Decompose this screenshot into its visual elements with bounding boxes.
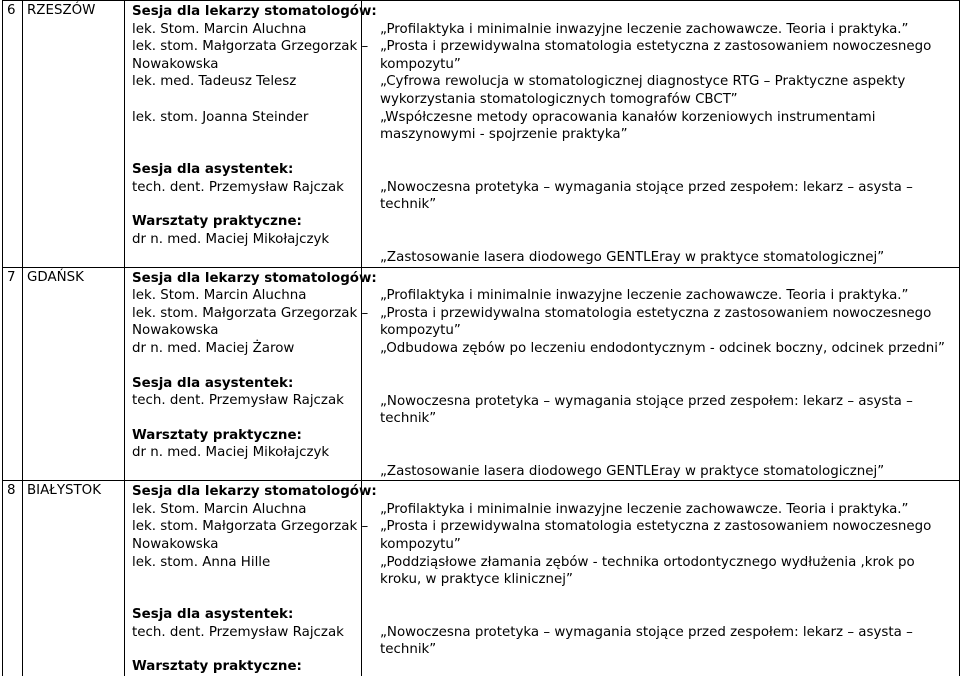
lecture-topic: „Współczesne metody opracowania kanałów korzeniowych instrumentami maszynowymi - spojrzenie praktyka” (380, 109, 876, 143)
row-number: 8 (3, 481, 23, 676)
speaker (132, 91, 361, 109)
speaker: lek. stom. Małgorzata Grzegorzak – (132, 39, 369, 55)
speaker: lek. Stom. Marcin Aluchna (132, 21, 307, 37)
speaker: dr n. med. Maciej Żarow (132, 340, 295, 356)
assistants-session-header: Sesja dla asystentek: (132, 162, 294, 178)
workshop-header: Warsztaty praktyczne: (132, 427, 302, 443)
speaker: Nowakowska (132, 56, 219, 72)
lecture-topic: „Prosta i przewidywalna stomatologia estetyczna z zastosowaniem nowoczesnego kompozytu” (380, 305, 932, 339)
speakers-cell (125, 267, 377, 481)
lecture-topic: „Odbudowa zębów po leczeniu endodontycznym - odcinek boczny, odcinek przedni” (380, 340, 945, 356)
topics-cell (362, 1, 960, 268)
assistant-topic: „Nowoczesna protetyka – wymagania stojące przed zespołem: lekarz – asysta – technik” (380, 393, 913, 427)
table-row (3, 481, 960, 676)
assistants-session-header: Sesja dla asystentek: (132, 607, 294, 623)
workshop-header: Warsztaty praktyczne: (132, 214, 302, 230)
topics-cell (362, 267, 960, 481)
doctors-session-header: Sesja dla lekarzy stomatologów: (132, 4, 377, 19)
city-name: RZESZÓW (23, 1, 125, 268)
speaker: dr n. med. Maciej Mikołajczyk (132, 445, 330, 461)
lecture-topic: „Prosta i przewidywalna stomatologia estetyczna z zastosowaniem nowoczesnego kompozytu” (380, 39, 932, 72)
workshop-topic: „Zastosowanie lasera diodowego GENTLEray w praktyce stomatologicznej” (380, 249, 885, 265)
row-number: 7 (3, 267, 23, 481)
lecture-topic: „Profilaktyka i minimalnie inwazyjne leczenie zachowawcze. Teoria i praktyka.” (380, 501, 909, 517)
speaker: lek. med. Tadeusz Telesz (132, 74, 297, 90)
speaker: tech. dent. Przemysław Rajczak (132, 179, 344, 195)
workshop-topic: „Zastosowanie lasera diodowego GENTLEray w praktyce stomatologicznej” (380, 463, 885, 479)
lecture-topic: „Cyfrowa rewolucja w stomatologicznej diagnostyce RTG – Praktyczne aspekty wykorzystania stomatologicznych tomografów CBCT” (380, 74, 906, 107)
lecture-topic: „Poddziąsłowe złamania zębów - technika ortodontycznego wydłużenia ,krok po kroku, w praktyce klinicznej” (380, 554, 915, 588)
row-number: 6 (3, 1, 23, 268)
speaker: lek. stom. Joanna Steinder (132, 109, 309, 125)
city-name: BIAŁYSTOK (23, 481, 125, 676)
speaker: lek. stom. Anna Hille (132, 554, 271, 570)
speaker: tech. dent. Przemysław Rajczak (132, 624, 344, 640)
speaker: Nowakowska (132, 323, 219, 339)
speaker: lek. Stom. Marcin Aluchna (132, 501, 307, 517)
speaker: lek. stom. Małgorzata Grzegorzak – (132, 305, 369, 321)
speakers-cell (125, 1, 377, 268)
workshop-header: Warsztaty praktyczne: (132, 659, 302, 675)
lecture-topic: „Profilaktyka i minimalnie inwazyjne leczenie zachowawcze. Teoria i praktyka.” (380, 288, 909, 304)
assistant-topic: „Nowoczesna protetyka – wymagania stojące przed zespołem: lekarz – asysta – technik” (380, 624, 913, 658)
table-row (3, 267, 960, 481)
speaker: lek. stom. Małgorzata Grzegorzak – (132, 519, 369, 535)
city-name: GDAŃSK (23, 267, 125, 481)
speaker: tech. dent. Przemysław Rajczak (132, 393, 344, 409)
speakers-cell (125, 481, 377, 676)
lecture-topic: „Profilaktyka i minimalnie inwazyjne leczenie zachowawcze. Teoria i praktyka.” (380, 21, 909, 37)
topics-cell (362, 481, 960, 676)
table-row (3, 1, 960, 268)
assistants-session-header: Sesja dla asystentek: (132, 375, 294, 391)
speaker: dr n. med. Maciej Mikołajczyk (132, 231, 330, 247)
doctors-session-header: Sesja dla lekarzy stomatologów: (132, 270, 377, 286)
speaker: lek. Stom. Marcin Aluchna (132, 288, 307, 304)
doctors-session-header: Sesja dla lekarzy stomatologów: (132, 484, 377, 500)
schedule-table (2, 0, 960, 676)
lecture-topic: „Prosta i przewidywalna stomatologia estetyczna z zastosowaniem nowoczesnego kompozytu” (380, 519, 932, 553)
speaker: Nowakowska (132, 537, 219, 553)
assistant-topic: „Nowoczesna protetyka – wymagania stojące przed zespołem: lekarz – asysta – technik” (380, 179, 913, 213)
